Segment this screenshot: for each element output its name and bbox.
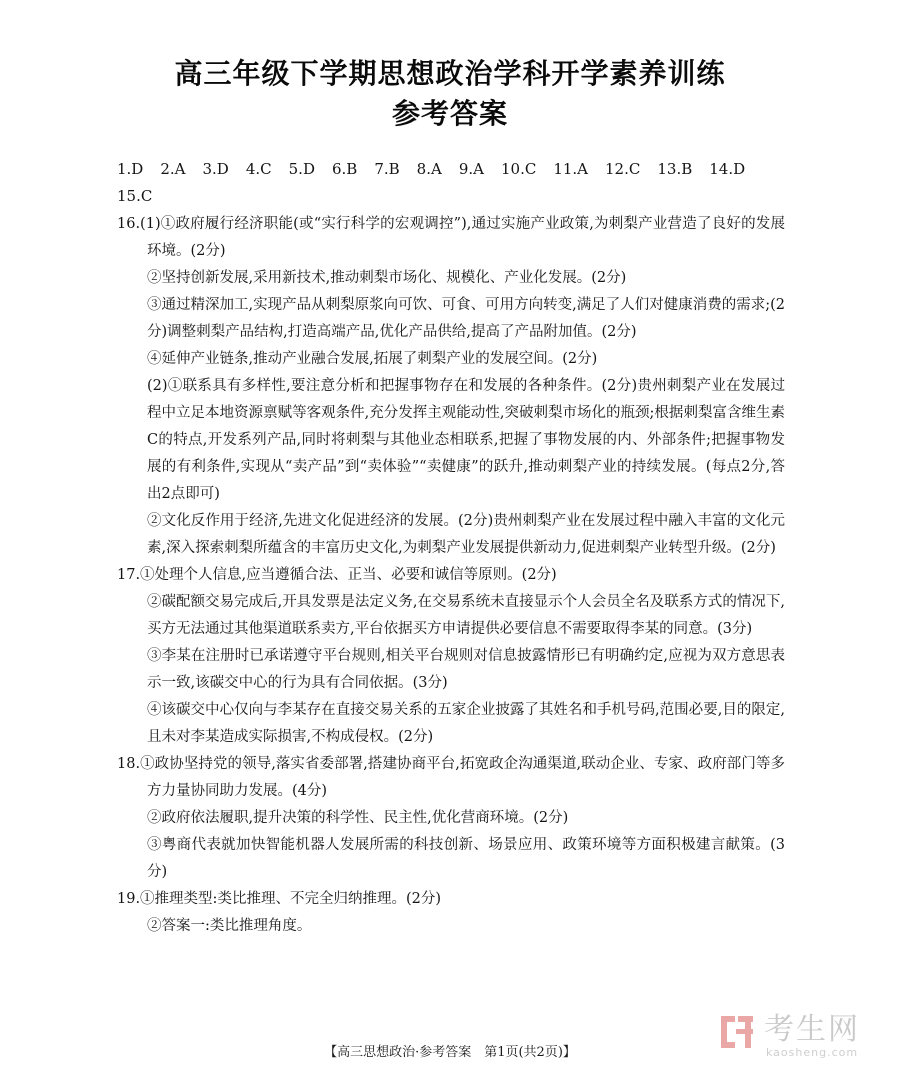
choice-answer: 7.B: [374, 160, 400, 178]
choice-answer: 14.D: [709, 160, 746, 178]
watermark-icon: [718, 1012, 756, 1052]
answer-paragraph: ②坚持创新发展,采用新技术,推动刺梨市场化、规模化、产业化发展。(2分): [147, 270, 627, 286]
watermark-subtext: kaosheng.com: [766, 1046, 859, 1059]
answer-paragraph: ②文化反作用于经济,先进文化促进经济的发展。(2分)贵州刺梨产业在发展过程中融入丰富的文化元素,深入探索刺梨所蕴含的丰富历史文化,为刺梨产业发展提供新动力,促进刺梨产业转型升级。(2分): [147, 513, 785, 556]
choice-answer: 12.C: [605, 160, 641, 178]
answer-paragraph: 18.①政协坚持党的领导,落实省委部署,搭建协商平台,拓宽政企沟通渠道,联动企业、专家、政府部门等多方力量协同助力发展。(4分): [117, 756, 785, 799]
choice-answers-row: [117, 160, 762, 178]
choice-answer: 1.D: [117, 160, 144, 178]
answer-paragraph: ②答案一:类比推理角度。: [147, 918, 312, 934]
choice-answer: 5.D: [288, 160, 315, 178]
answer-paragraph: ②碳配额交易完成后,开具发票是法定义务,在交易系统未直接显示个人会员全名及联系方式的情况下,买方无法通过其他渠道联系卖方,平台依据买方申请提供必要信息不需要取得李某的同意。(3分): [147, 594, 785, 637]
watermark-logo: [718, 1012, 888, 1062]
answer-paragraph: ④延伸产业链条,推动产业融合发展,拓展了刺梨产业的发展空间。(2分): [147, 351, 598, 367]
answer-paragraph: 17.①处理个人信息,应当遵循合法、正当、必要和诚信等原则。(2分): [117, 567, 557, 583]
choice-answers-row: [117, 187, 169, 205]
choice-answer: 8.A: [416, 160, 442, 178]
answer-paragraph: (2)①联系具有多样性,要注意分析和把握事物存在和发展的各种条件。(2分)贵州刺梨产业在发展过程中立足本地资源禀赋等客观条件,充分发挥主观能动性,突破刺梨市场化的瓶颈;根据刺梨富含维生素C的特点,开发系列产品,同时将刺梨与其他业态相联系,把握了事物发展的内、外部条件;把握事物发展的有利条件,实现从“卖产品”到“卖体验”“卖健康”的跃升,推动刺梨产业的持续发展。(每点2分,答出2点即可): [147, 378, 785, 502]
answer-body: [117, 211, 785, 940]
answer-paragraph: ②政府依法履职,提升决策的科学性、民主性,优化营商环境。(2分): [147, 810, 569, 826]
choice-answer: 11.A: [553, 160, 589, 178]
watermark-text: 考生网: [764, 1012, 860, 1047]
answer-paragraph: ③通过精深加工,实现产品从刺梨原浆向可饮、可食、可用方向转变,满足了人们对健康消费的需求;(2分)调整刺梨产品结构,打造高端产品,优化产品供给,提高了产品附加值。(2分): [147, 297, 785, 340]
page-footer: 【高三思想政治·参考答案 第1页(共2页)】: [324, 1045, 576, 1060]
answer-paragraph: ④该碳交中心仅向与李某存在直接交易关系的五家企业披露了其姓名和手机号码,范围必要,目的限定,且未对李某造成实际损害,不构成侵权。(2分): [147, 702, 785, 745]
choice-answer: 10.C: [500, 160, 537, 178]
page-title: 高三年级下学期思想政治学科开学素养训练: [174, 57, 726, 90]
answer-paragraph: ③粤商代表就加快智能机器人发展所需的科技创新、场景应用、政策环境等方面积极建言献策。(3分): [147, 837, 785, 880]
answer-paragraph: 16.(1)①政府履行经济职能(或“实行科学的宏观调控”),通过实施产业政策,为刺梨产业营造了良好的发展环境。(2分): [117, 216, 785, 259]
choice-answer: 9.A: [458, 160, 484, 178]
choice-answer: 13.B: [657, 160, 693, 178]
page-subtitle: 参考答案: [391, 97, 508, 130]
answer-paragraph: ③李某在注册时已承诺遵守平台规则,相关平台规则对信息披露情形已有明确约定,应视为双方意思表示一致,该碳交中心的行为具有合同依据。(3分): [147, 648, 785, 691]
choice-answer: 6.B: [331, 160, 358, 178]
choice-answer: 2.A: [160, 160, 186, 178]
answer-paragraph: 19.①推理类型:类比推理、不完全归纳推理。(2分): [117, 891, 441, 907]
choice-answer: 15.C: [117, 187, 153, 205]
choice-answer: 3.D: [202, 160, 229, 178]
choice-answer: 4.C: [245, 160, 272, 178]
